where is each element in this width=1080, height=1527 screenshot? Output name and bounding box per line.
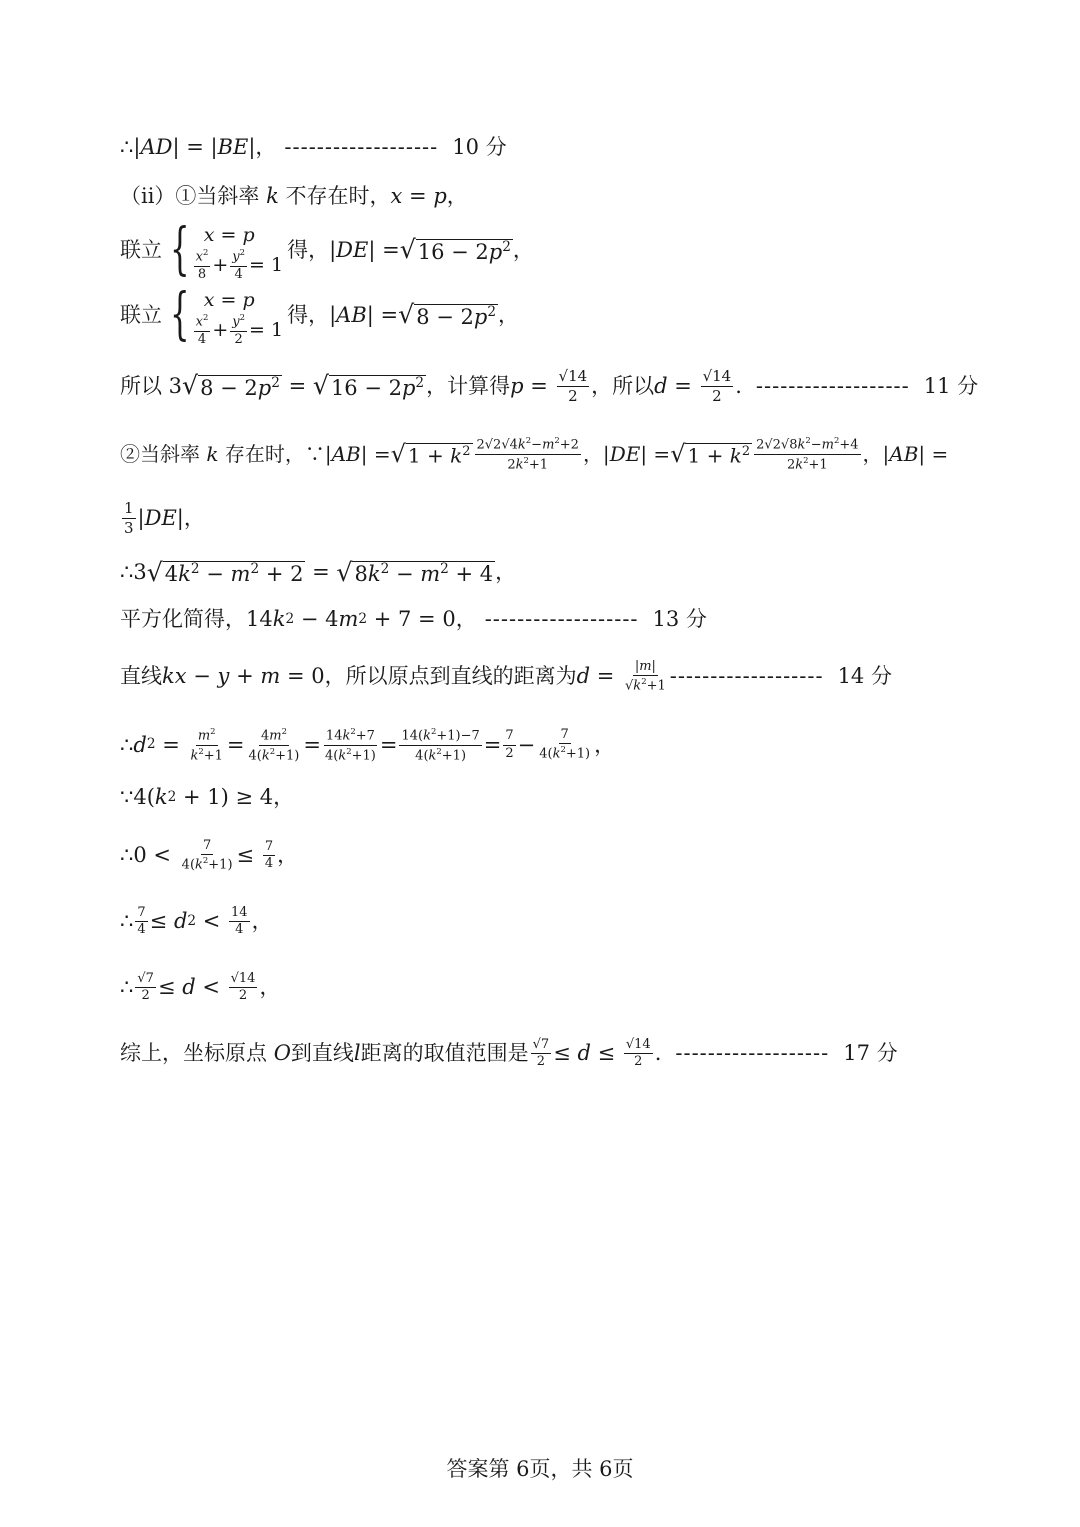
step-d-squared: ∴ d 2 = $\frac{m^2}{k^2+1}$ = $\frac{4m^2}{4(k^2+1)}$ = $\frac{14k^2+7}{4(k^2+1)}$ = $\frac{14(k^2+1)-7}{4(k^2+1)}$ = $\frac{7}{2}$ − $\frac{7}{4(k^2+1)}$ ， — [120, 726, 616, 763]
step-square-simplify: 平方化简得，14 k 2 − 4 m 2 + 7 = 0， ------------------- 13 分 — [120, 607, 707, 631]
case-slope-undefined: （ii）①当斜率 k 不存在时， x = p ， — [120, 184, 468, 208]
system-prefix: 联立 — [120, 237, 162, 262]
step-solve-p: 所以 3 √ $8 - 2p^2$ = √ $16 - 2p^2$ ，计算得 p = $\frac{√14}{2}$ ，所以 d = $\frac{√14}{2}$ . ------------------- 11 分 — [120, 367, 979, 405]
score-label: 11 分 — [923, 373, 979, 398]
step-lower-bound: ∵4( k 2 + 1) ≥ 4， — [120, 785, 295, 809]
score-label: 13 分 — [652, 607, 707, 631]
step-ab-third-de: $\frac{1}{3}$ | DE |， — [124, 499, 205, 537]
step-distance-formula: 直线 kx − y + m = 0，所以原点到直线的距离为 d = $\frac{|m|}{√k^2+1}$ ------------------- 14 分 — [120, 659, 892, 694]
case-slope-exists: ②当斜率 k 存在时，∵| AB | = √ $1 + k^2$ $\frac{2√2√4k^2-m^2+2}{2k^2+1}$ ，| DE | = √ $1 + k^2$ $\frac{2√2√8k^2-m^2+4}{2k^2+1}$ ，| AB | = — [120, 435, 949, 472]
system-ab: 联立 { x = p $\frac{x^2}{4}$ + $\frac{y^2}{2}$ = 1 得，| AB | = √ $8 - 2p^2$ ， — [120, 282, 519, 347]
score-dashes: ------------------- — [755, 373, 910, 398]
step-d-squared-range: ∴ $\frac{7}{4}$ ≤ d 2 < $\frac{14}{4}$ ， — [120, 905, 273, 938]
score-label: 14 分 — [837, 664, 892, 689]
score-dashes: ------------------- — [484, 607, 639, 631]
score-dashes: ------------------- — [284, 135, 439, 159]
step-ad-eq-be: ∴| AD | = | BE |， ------------------- 10 分 — [120, 135, 507, 159]
score-label: 10 分 — [452, 135, 507, 159]
step-fraction-range: ∴0 < $\frac{7}{4(k^2+1)}$ ≤ $\frac{7}{4}$ ， — [120, 838, 299, 873]
system-de: 联立 { x = p $\frac{x^2}{8}$ + $\frac{y^2}{4}$ = 1 得，| DE | = √ $16 - 2p^2$ ， — [120, 217, 534, 282]
page-footer: 答案第 6页，共 6页 — [446, 1457, 634, 1481]
step-root-equation: ∴3 √ $4k^2 - m^2 + 2$ = √ $8k^2 - m^2 + 4$ ， — [120, 558, 517, 587]
step-d-range: ∴ $\frac{√7}{2}$ ≤ d < $\frac{√14}{2}$ ， — [120, 971, 281, 1004]
score-label: 17 分 — [843, 1041, 898, 1066]
score-dashes: ------------------- — [675, 1041, 830, 1066]
score-dashes: ------------------- — [669, 664, 824, 689]
system-prefix: 联立 — [120, 302, 162, 327]
conclusion: 综上，坐标原点 O 到直线 l 距离的取值范围是 $\frac{√7}{2}$ ≤ d ≤ $\frac{√14}{2}$ . ------------------- 17 分 — [120, 1037, 898, 1070]
